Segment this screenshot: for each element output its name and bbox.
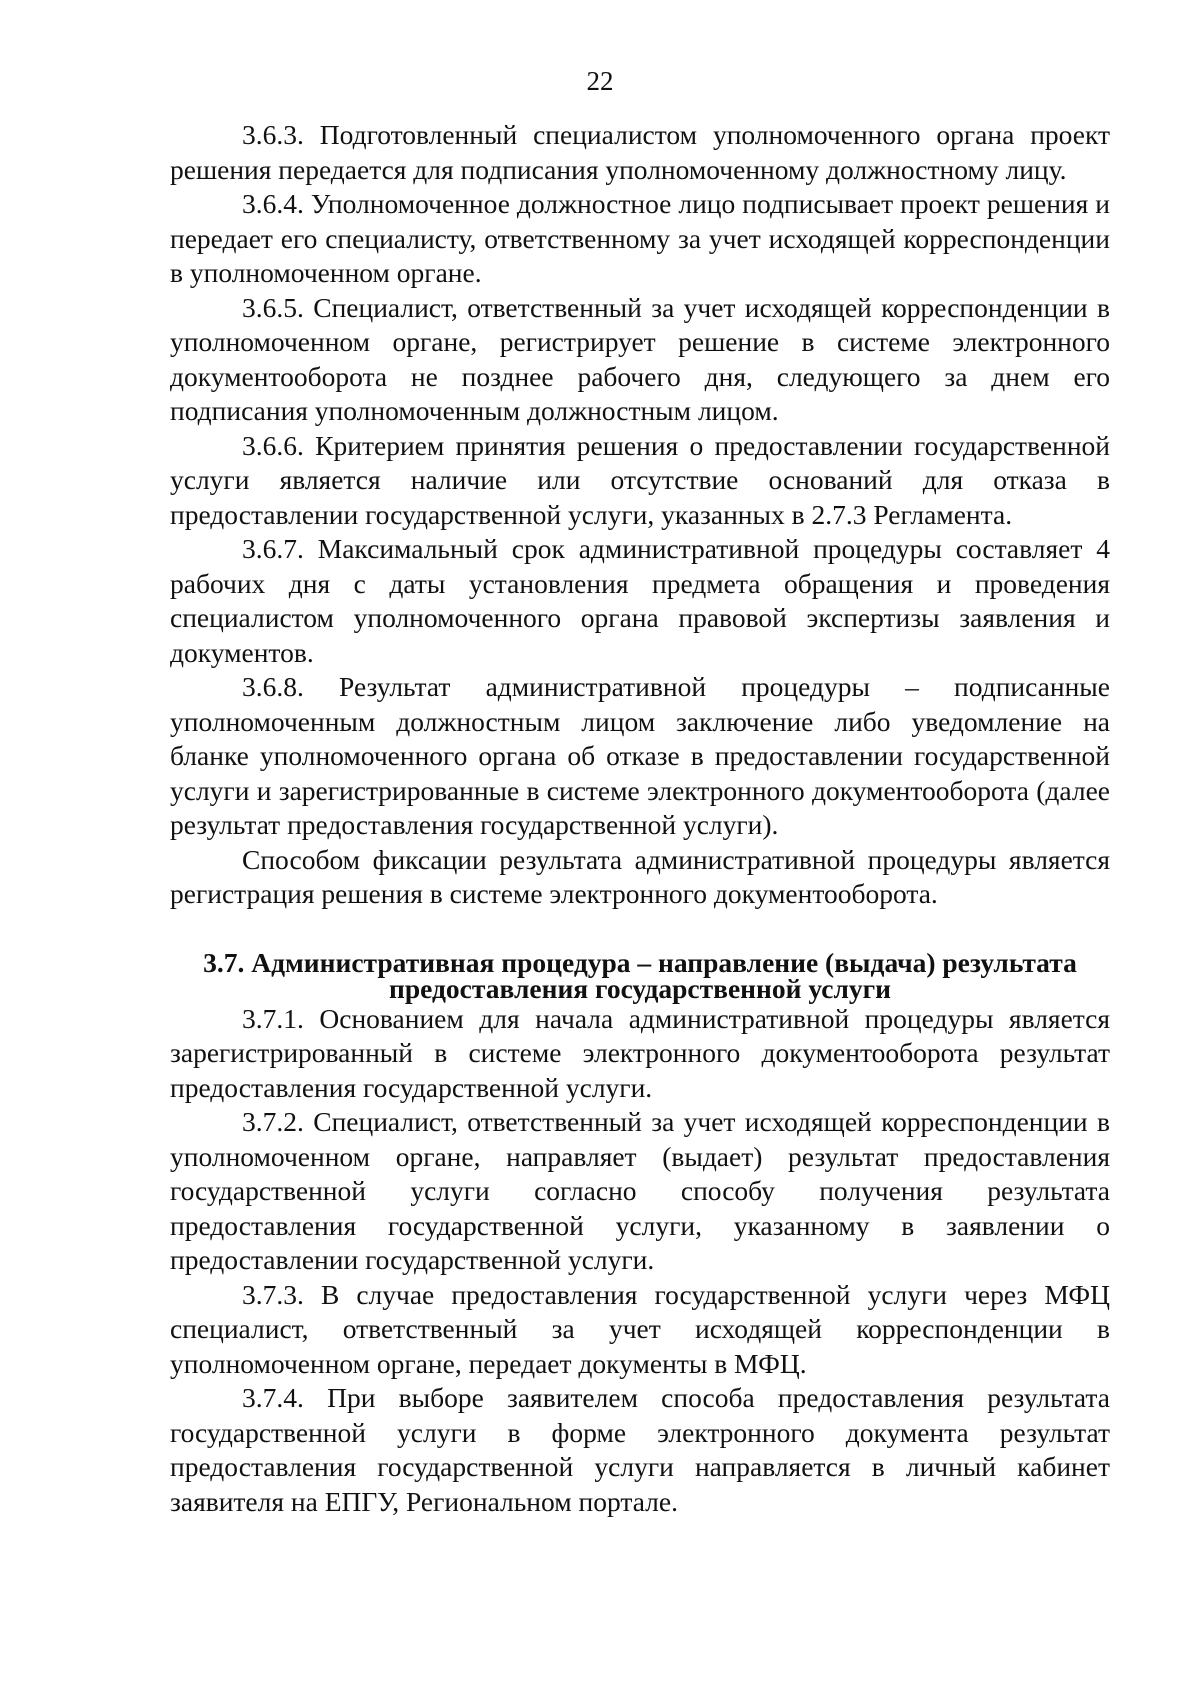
paragraph-3-6-7: 3.6.7. Максимальный срок административной процедуры составляет 4 рабочих дня с даты установления предмета обращения и проведения специалистом уполномоченного органа правовой экспертизы заявления и документов. [170,533,1110,668]
document-body [170,118,1110,1519]
paragraph-3-6-5: 3.6.5. Специалист, ответственный за учет исходящей корреспонденции в уполномоченном органе, регистрирует решение в системе электронного документооборота не позднее рабочего дня, следующего за днем его подписания уполномоченным должностным лицом. [170,291,1110,426]
section-heading-line-1: 3.7. Административная процедура – направление (выдача) результата [203,946,1077,978]
section-heading-3-7 [170,946,1110,1004]
section-heading-line-2: предоставления государственной услуги [389,972,891,1004]
paragraph-3-6-3: 3.6.3. Подготовленный специалистом уполномоченного органа проект решения передается для подписания уполномоченному должностному лицу. [170,119,1110,185]
paragraph-3-6-6: 3.6.6. Критерием принятия решения о предоставлении государственной услуги является наличие или отсутствие оснований для отказа в предоставлении государственной услуги, указанных в 2.7.3 Регламента. [170,429,1110,530]
paragraph-3-6-4: 3.6.4. Уполномоченное должностное лицо подписывает проект решения и передает его специалисту, ответственному за учет исходящей корреспонденции в уполномоченном органе. [170,188,1110,288]
paragraph-3-7-3: 3.7.3. В случае предоставления государственной услуги через МФЦ специалист, ответственный за учет исходящей корреспонденции в уполномоченном органе, передает документы в МФЦ. [170,1278,1110,1379]
paragraph-3-7-2: 3.7.2. Специалист, ответственный за учет исходящей корреспонденции в уполномоченном органе, направляет (выдает) результат предоставления государственной услуги согласно способу получения результата предоставления государственной услуги, указанному в заявлении о предоставлении государственной услуги. [170,1106,1110,1275]
paragraph-fixation-method: Способом фиксации результата административной процедуры является регистрация решения в системе электронного документооборота. [170,843,1110,909]
paragraph-3-6-8: 3.6.8. Результат административной процедуры – подписанные уполномоченным должностным лицом заключение либо уведомление на бланке уполномоченного органа об отказе в предоставлении государственной услуги и зарегистрированные в системе электронного документооборота (далее результат предоставления государственной услуги). [170,671,1110,840]
paragraph-3-7-4: 3.7.4. При выборе заявителем способа предоставления результата государственной услуги в форме электронного документа результат предоставления государственной услуги направляется в личный кабинет заявителя на ЕПГУ, Региональном портале. [170,1382,1110,1517]
page-number: 22 [586,66,614,96]
paragraph-3-7-1: 3.7.1. Основанием для начала административной процедуры является зарегистрированный в системе электронного документооборота результат предоставления государственной услуги. [170,1002,1110,1103]
